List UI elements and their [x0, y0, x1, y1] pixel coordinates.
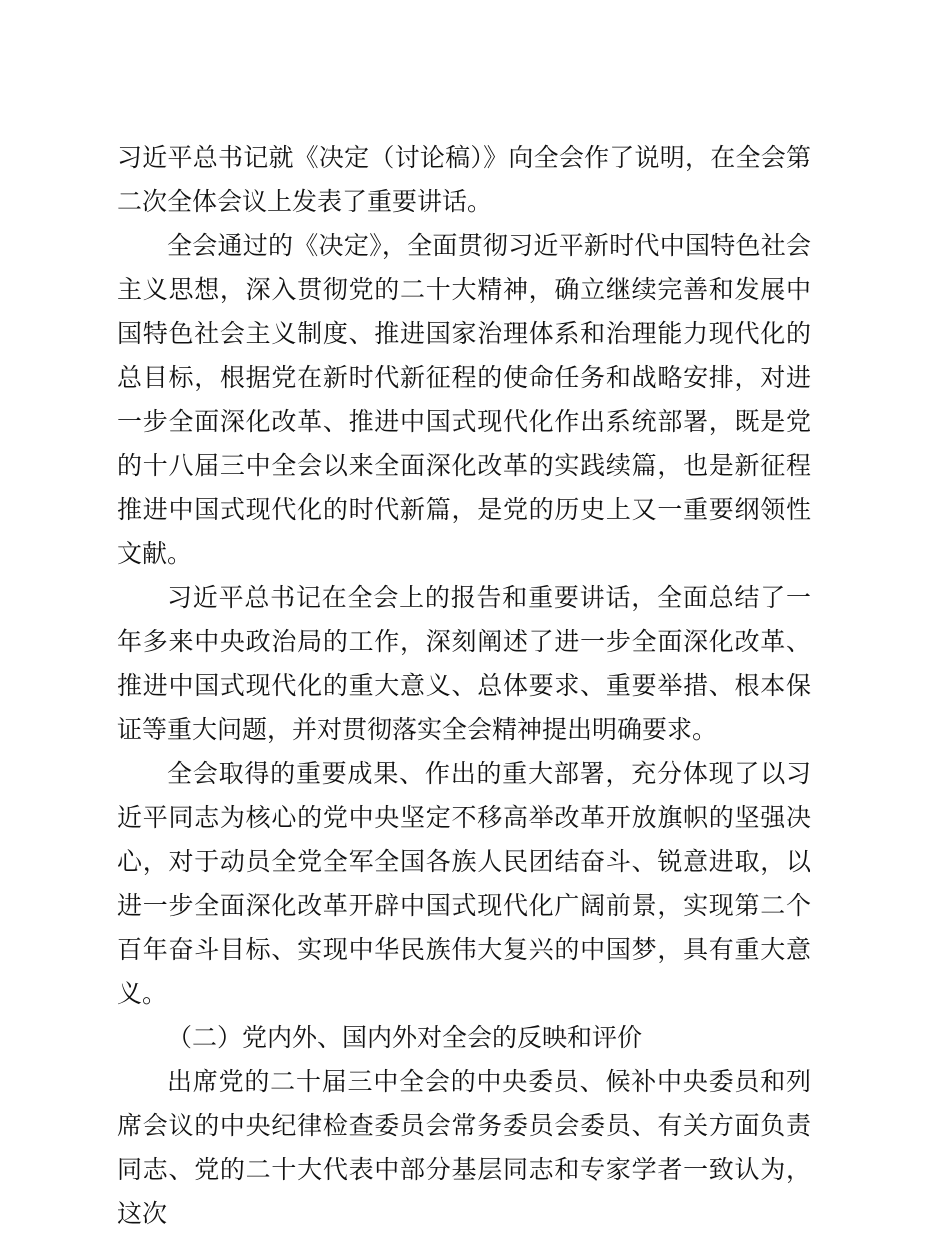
paragraph-decision: 全会通过的《决定》，全面贯彻习近平新时代中国特色社会主义思想，深入贯彻党的二十大精神，确立继续完善和发展中国特色社会主义制度、推进国家治理体系和治理能力现代化的总目标，根据党在新时代新征程的使命任务和战略安排，对进一步全面深化改革、推进中国式现代化作出系统部署，既是党的十八届三中全会以来全面深化改革的实践续篇，也是新征程推进中国式现代化的时代新篇，是党的历史上又一重要纲领性文献。: [117, 231, 811, 568]
paragraph-reactions: 出席党的二十届三中全会的中央委员、候补中央委员和列席会议的中央纪律检查委员会常务委员会委员、有关方面负责同志、党的二十大代表中部分基层同志和专家学者一致认为，这次: [117, 1067, 811, 1228]
paragraph-continuation: 习近平总书记就《决定（讨论稿）》向全会作了说明，在全会第二次全体会议上发表了重要讲话。: [117, 143, 811, 216]
section-heading: （二）党内外、国内外对全会的反映和评价: [167, 1023, 643, 1052]
paragraph-outcomes: 全会取得的重要成果、作出的重大部署，充分体现了以习近平同志为核心的党中央坚定不移高举改革开放旗帜的坚强决心，对于动员全党全军全国各族人民团结奋斗、锐意进取，以进一步全面深化改革开辟中国式现代化广阔前景，实现第二个百年奋斗目标、实现中华民族伟大复兴的中国梦，具有重大意义。: [117, 759, 811, 1008]
document-body: [117, 136, 811, 1236]
paragraph-report: 习近平总书记在全会上的报告和重要讲话，全面总结了一年多来中央政治局的工作，深刻阐述了进一步全面深化改革、推进中国式现代化的重大意义、总体要求、重要举措、根本保证等重大问题，并对贯彻落实全会精神提出明确要求。: [117, 583, 811, 744]
